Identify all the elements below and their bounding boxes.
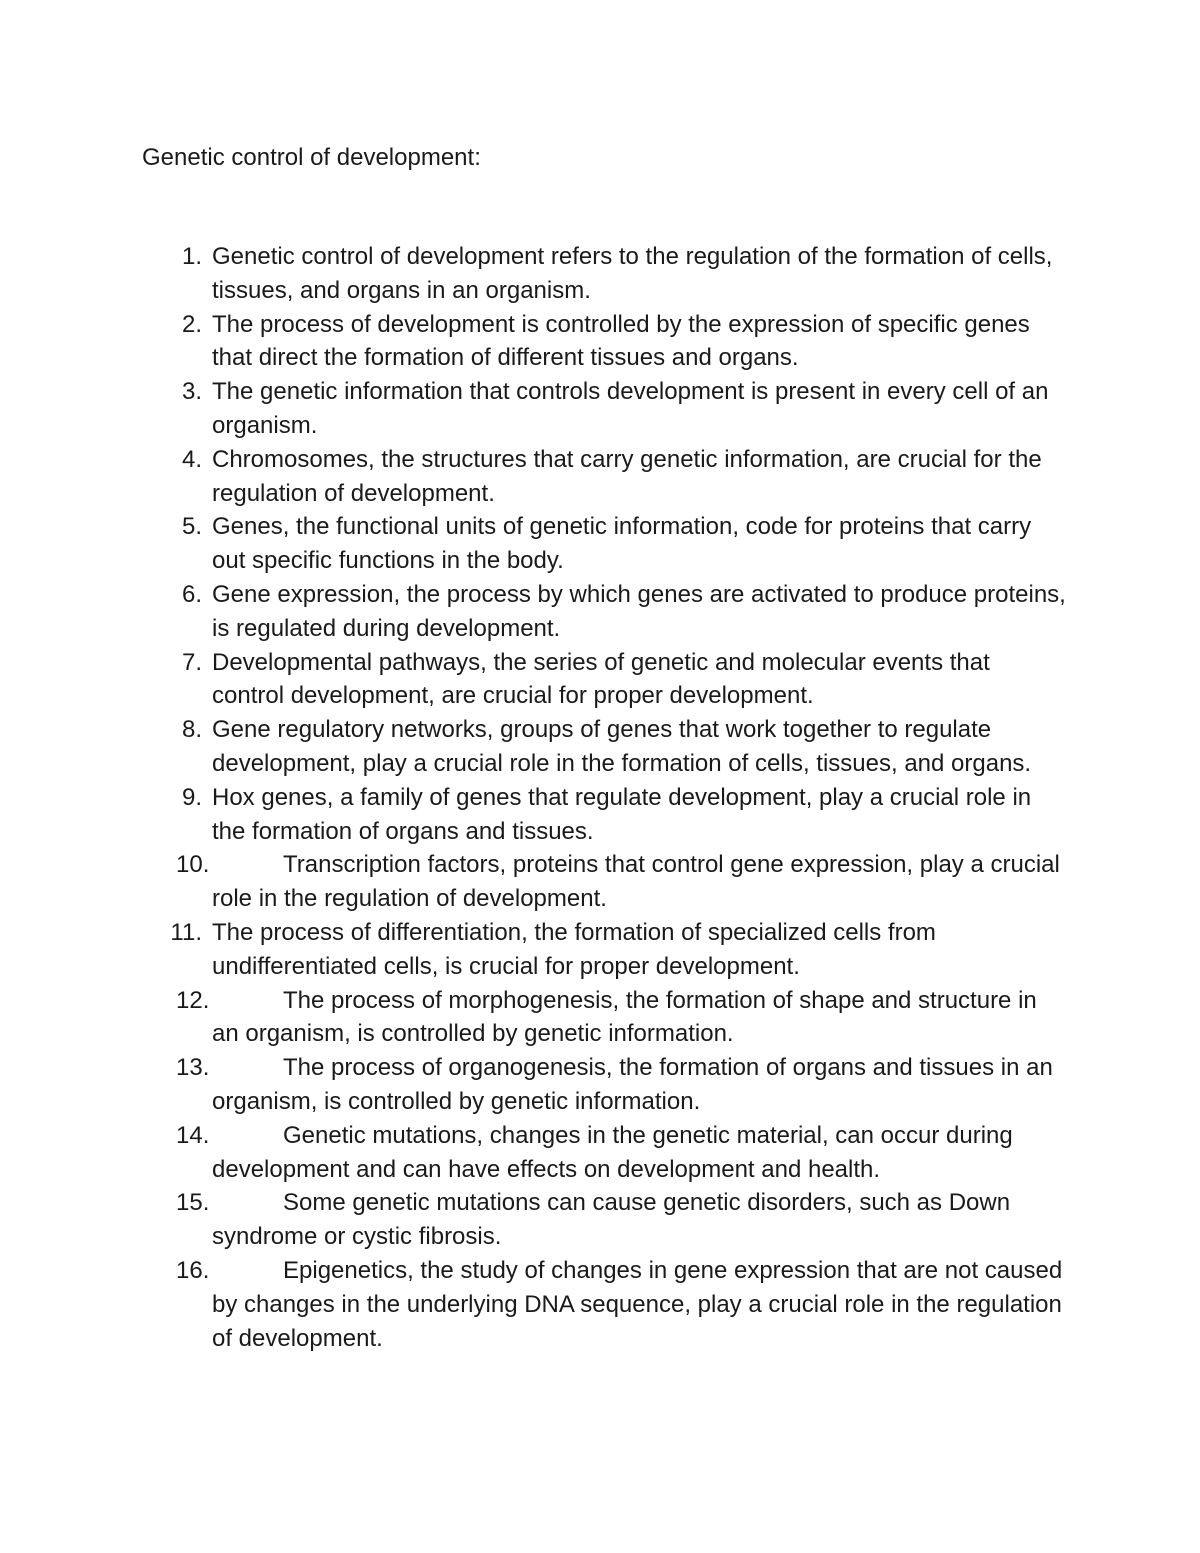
list-item	[0, 1186, 1068, 1254]
list-item-number: 10.	[176, 851, 210, 879]
list-item	[0, 375, 1068, 443]
list-item-text: Transcription factors, proteins that control gene expression, play a crucial role in the regulation of development.	[212, 851, 1060, 913]
list-item	[0, 984, 1068, 1052]
list-item	[0, 240, 1068, 308]
list-item-number: 13.	[176, 1054, 210, 1082]
list-item-number: 14.	[176, 1121, 210, 1149]
list-item	[0, 1119, 1068, 1187]
numbered-list	[0, 240, 1200, 1355]
list-item	[0, 443, 1068, 511]
list-item-text: Epigenetics, the study of changes in gene expression that are not caused by changes in the underlying DNA sequence, play a crucial role in the regulation of development.	[212, 1256, 1063, 1352]
list-item-number: 2.	[181, 310, 202, 338]
list-item-number: 5.	[181, 513, 202, 541]
list-item-number: 3.	[181, 378, 202, 406]
list-item	[0, 848, 1068, 916]
list-item	[0, 646, 1068, 714]
list-item-text: The process of development is controlled by the expression of specific genes that direct the formation of different tissues and organs.	[212, 310, 1030, 372]
list-item-text: Chromosomes, the structures that carry genetic information, are crucial for the regulation of development.	[212, 445, 1042, 507]
list-item-number: 12.	[176, 986, 210, 1014]
list-item-text: Gene expression, the process by which genes are activated to produce proteins, is regulated during development.	[212, 580, 1066, 642]
list-item-number: 9.	[181, 783, 202, 811]
list-item-text: Some genetic mutations can cause genetic disorders, such as Down syndrome or cystic fibrosis.	[212, 1189, 1011, 1251]
list-item	[0, 510, 1068, 578]
list-item	[0, 916, 1068, 984]
list-item	[0, 308, 1068, 376]
list-item-text: The process of morphogenesis, the formation of shape and structure in an organism, is controlled by genetic information.	[212, 986, 1037, 1048]
list-item-text: Gene regulatory networks, groups of genes that work together to regulate development, play a crucial role in the formation of cells, tissues, and organs.	[212, 716, 1032, 777]
list-item-text: The process of differentiation, the formation of specialized cells from undifferentiated cells, is crucial for proper development.	[212, 918, 936, 980]
list-item	[0, 713, 1068, 781]
list-item	[0, 781, 1068, 849]
list-item-text: Hox genes, a family of genes that regulate development, play a crucial role in the formation of organs and tissues.	[212, 783, 1032, 845]
list-item	[0, 1051, 1068, 1119]
list-item-number: 1.	[181, 243, 202, 270]
list-item-number: 16.	[176, 1256, 210, 1284]
list-item-text: Genetic mutations, changes in the genetic material, can occur during development and can have effects on development and health.	[212, 1121, 1013, 1183]
list-item	[0, 1254, 1068, 1355]
list-item	[0, 578, 1068, 646]
list-item-text: The genetic information that controls development is present in every cell of an organism.	[212, 378, 1049, 439]
list-item-text: Genetic control of development refers to the regulation of the formation of cells, tissues, and organs in an organism.	[212, 243, 1053, 304]
list-item-number: 7.	[181, 648, 202, 676]
list-item-number: 4.	[181, 445, 202, 473]
list-item-number: 15.	[176, 1189, 210, 1217]
list-item-number: 6.	[181, 580, 202, 608]
list-item-number: 11.	[170, 918, 202, 946]
list-item-number: 8.	[181, 716, 202, 744]
list-item-text: Developmental pathways, the series of genetic and molecular events that control development, are crucial for proper development.	[212, 648, 990, 710]
list-item-text: The process of organogenesis, the formation of organs and tissues in an organism, is controlled by genetic information.	[212, 1054, 1053, 1115]
list-item-text: Genes, the functional units of genetic information, code for proteins that carry out specific functions in the body.	[212, 513, 1032, 575]
document-title: Genetic control of development:	[142, 144, 481, 171]
